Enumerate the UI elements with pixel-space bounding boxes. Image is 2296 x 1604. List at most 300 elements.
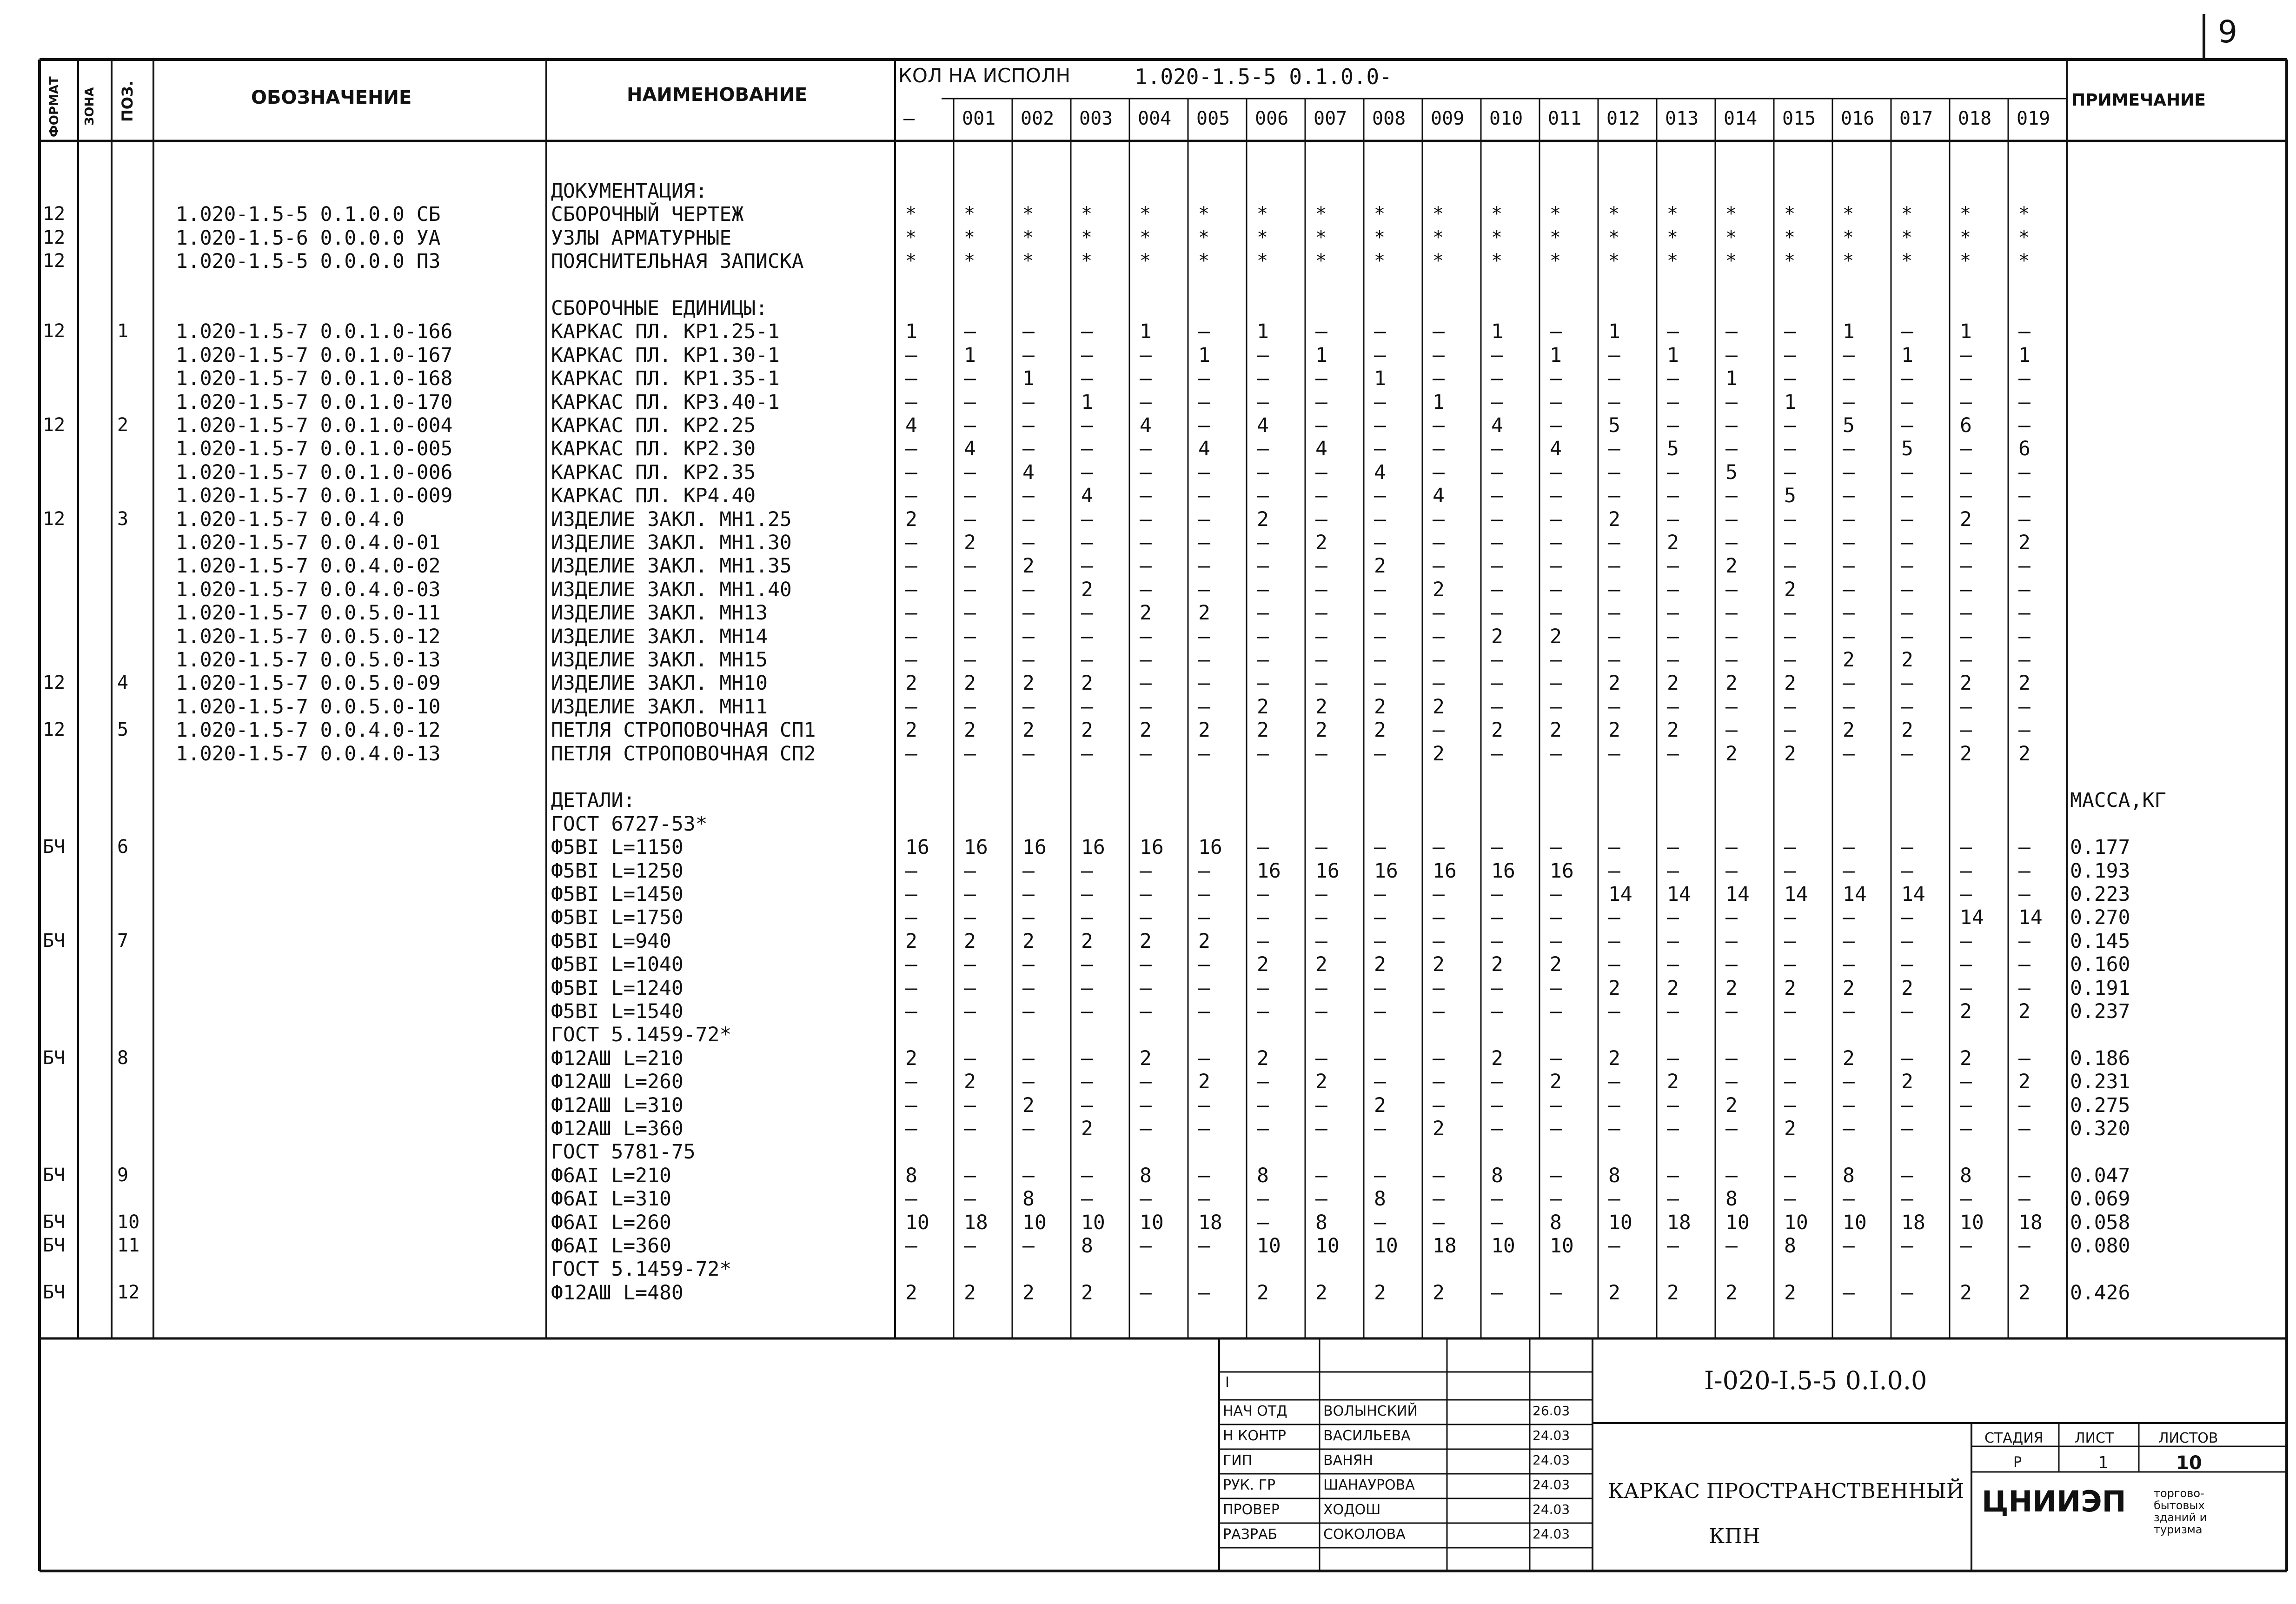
quantity-cell: – xyxy=(1784,343,1796,367)
quantity-cell: 2 xyxy=(1901,1070,1913,1094)
quantity-cell: – xyxy=(2018,414,2031,437)
quantity-cell: 4 xyxy=(1081,484,1093,508)
quantity-cell: 16 xyxy=(1550,859,1574,883)
quantity-cell: 16 xyxy=(1140,836,1164,859)
quantity-cell: – xyxy=(1022,578,1035,601)
quantity-cell: – xyxy=(1257,531,1269,554)
row-designation: 1.020-1.5-7 0.0.4.0 xyxy=(176,507,405,531)
quantity-cell: * xyxy=(1901,250,1913,272)
quantity-cell: – xyxy=(1843,554,1855,578)
quantity-cell: – xyxy=(1491,1070,1503,1094)
quantity-cell: – xyxy=(1140,1117,1152,1140)
quantity-cell: – xyxy=(1960,695,1972,719)
quantity-cell: – xyxy=(1725,414,1738,437)
staff-name: ВАНЯН xyxy=(1323,1452,1374,1469)
quantity-cell: – xyxy=(1608,531,1620,554)
quantity-cell: – xyxy=(905,906,917,930)
quantity-cell: 1 xyxy=(1608,320,1620,344)
quantity-cell: * xyxy=(1140,250,1151,272)
quantity-cell: – xyxy=(964,625,976,648)
quantity-cell: – xyxy=(1725,719,1738,742)
quantity-cell: – xyxy=(1491,976,1503,1000)
quantity-cell: – xyxy=(1608,836,1620,859)
quantity-cell: 4 xyxy=(1140,414,1152,437)
quantity-cell: 2 xyxy=(1491,719,1503,742)
staff-role: НАЧ ОТД xyxy=(1223,1403,1287,1419)
quantity-cell: – xyxy=(1960,976,1972,1000)
quantity-cell: – xyxy=(1022,343,1035,367)
quantity-cell: – xyxy=(1315,648,1327,672)
quantity-cell: – xyxy=(1901,1117,1913,1140)
quantity-cell: – xyxy=(1608,437,1620,461)
quantity-cell: – xyxy=(1374,1000,1386,1023)
quantity-cell: – xyxy=(1667,836,1679,859)
quantity-cell: 5 xyxy=(1667,437,1679,461)
quantity-cell: 1 xyxy=(1315,343,1327,367)
quantity-cell: – xyxy=(1081,625,1093,648)
quantity-cell: – xyxy=(1550,1164,1562,1187)
row-name: КАРКАС ПЛ. КР3.40-1 xyxy=(551,390,780,414)
quantity-cell: – xyxy=(1725,1234,1738,1258)
quantity-cell: – xyxy=(1960,648,1972,672)
quantity-cell: – xyxy=(1433,320,1445,344)
row-name: Ф6АI L=210 xyxy=(551,1164,671,1187)
row-name: Ф5ВI L=1150 xyxy=(551,836,683,859)
quantity-cell: – xyxy=(1257,1211,1269,1234)
quantity-cell: – xyxy=(1550,1187,1562,1211)
quantity-cell: – xyxy=(1198,1281,1210,1304)
quantity-cell: – xyxy=(1491,367,1503,391)
row-name: КАРКАС ПЛ. КР1.35-1 xyxy=(551,367,780,391)
row-name: ИЗДЕЛИЕ ЗАКЛ. МН14 xyxy=(551,625,768,648)
quantity-cell: 2 xyxy=(1550,625,1562,648)
quantity-cell: – xyxy=(1608,1234,1620,1258)
quantity-cell: 10 xyxy=(1491,1234,1515,1258)
row-note: 0.191 xyxy=(2070,976,2130,1000)
quantity-cell: 2 xyxy=(1667,1281,1679,1304)
row-note: 0.223 xyxy=(2070,883,2130,906)
row-designation: 1.020-1.5-7 0.0.4.0-01 xyxy=(176,531,441,554)
quantity-cell: 10 xyxy=(1550,1234,1574,1258)
quantity-cell: – xyxy=(1667,929,1679,953)
quantity-cell: * xyxy=(1081,250,1093,272)
quantity-cell: 2 xyxy=(1140,929,1152,953)
quantity-cell: 1 xyxy=(1022,367,1035,391)
quantity-cell: – xyxy=(1550,578,1562,601)
row-name: КАРКАС ПЛ. КР4.40 xyxy=(551,484,756,508)
quantity-cell: – xyxy=(1901,625,1913,648)
quantity-cell: – xyxy=(1901,601,1913,625)
quantity-cell: – xyxy=(1784,1070,1796,1094)
variant-code: 003 xyxy=(1079,108,1113,129)
header-qty-base: 1.020-1.5-5 0.1.0.0- xyxy=(1135,64,1392,89)
quantity-cell: – xyxy=(1901,1093,1913,1117)
quantity-cell: 2 xyxy=(1081,672,1093,695)
quantity-cell: 8 xyxy=(1491,1164,1503,1187)
quantity-cell: – xyxy=(1022,1164,1035,1187)
quantity-cell: – xyxy=(1433,1093,1445,1117)
quantity-cell: – xyxy=(1784,625,1796,648)
quantity-cell: – xyxy=(905,648,917,672)
quantity-cell: * xyxy=(1022,226,1034,248)
quantity-cell: 2 xyxy=(2018,531,2031,554)
quantity-cell: – xyxy=(1901,1046,1913,1070)
quantity-cell: – xyxy=(1433,367,1445,391)
quantity-cell: – xyxy=(1550,883,1562,906)
quantity-cell: – xyxy=(1550,929,1562,953)
row-name: Ф6АI L=260 xyxy=(551,1211,671,1234)
quantity-cell: – xyxy=(1784,953,1796,977)
quantity-cell: – xyxy=(1198,414,1210,437)
quantity-cell: – xyxy=(1608,625,1620,648)
sheets-label: ЛИСТОВ xyxy=(2158,1430,2218,1446)
quantity-cell: – xyxy=(1140,953,1152,977)
quantity-cell: – xyxy=(2018,1234,2031,1258)
quantity-cell: 5 xyxy=(1725,460,1738,484)
quantity-cell: – xyxy=(1960,531,1972,554)
quantity-cell: 2 xyxy=(1374,695,1386,719)
quantity-cell: – xyxy=(1315,836,1327,859)
quantity-cell: – xyxy=(905,1117,917,1140)
quantity-cell: – xyxy=(1784,1187,1796,1211)
quantity-cell: – xyxy=(1667,742,1679,765)
quantity-cell: – xyxy=(1725,929,1738,953)
quantity-cell: 2 xyxy=(1257,1281,1269,1304)
quantity-cell: 2 xyxy=(1140,601,1152,625)
quantity-cell: 2 xyxy=(1433,695,1445,719)
quantity-cell: – xyxy=(1784,859,1796,883)
quantity-cell: – xyxy=(1901,672,1913,695)
quantity-cell: – xyxy=(2018,1117,2031,1140)
quantity-cell: 10 xyxy=(905,1211,929,1234)
quantity-cell: – xyxy=(1901,1187,1913,1211)
quantity-cell: 2 xyxy=(1725,672,1738,695)
quantity-cell: 2 xyxy=(1608,507,1620,531)
row-note: 0.426 xyxy=(2070,1281,2130,1304)
quantity-cell: – xyxy=(964,578,976,601)
quantity-cell: – xyxy=(1784,1000,1796,1023)
quantity-cell: – xyxy=(1140,507,1152,531)
staff-date: 24.03 xyxy=(1533,1477,1570,1492)
quantity-cell: * xyxy=(1374,226,1386,248)
quantity-cell: – xyxy=(1550,601,1562,625)
row-designation: 1.020-1.5-7 0.0.1.0-004 xyxy=(176,414,453,437)
quantity-cell: 10 xyxy=(1257,1234,1281,1258)
quantity-cell: – xyxy=(1374,507,1386,531)
row-name: ПОЯСНИТЕЛЬНАЯ ЗАПИСКА xyxy=(551,250,804,273)
quantity-cell: * xyxy=(1198,226,1210,248)
staff-name: ВОЛЫНСКИЙ xyxy=(1323,1403,1418,1419)
row-format: БЧ xyxy=(43,1281,66,1303)
quantity-cell: – xyxy=(1198,672,1210,695)
quantity-cell: – xyxy=(905,437,917,461)
quantity-cell: – xyxy=(1901,836,1913,859)
quantity-cell: – xyxy=(905,1187,917,1211)
row-name: ГОСТ 6727-53* xyxy=(551,812,708,836)
quantity-cell: 2 xyxy=(1960,1046,1972,1070)
quantity-cell: – xyxy=(1491,1117,1503,1140)
quantity-cell: – xyxy=(1433,531,1445,554)
quantity-cell: 2 xyxy=(1667,531,1679,554)
quantity-cell: – xyxy=(1608,1187,1620,1211)
quantity-cell: – xyxy=(1081,437,1093,461)
quantity-cell: 16 xyxy=(1374,859,1398,883)
quantity-cell: – xyxy=(1725,1117,1738,1140)
quantity-cell: – xyxy=(1491,836,1503,859)
quantity-cell: – xyxy=(1198,320,1210,344)
quantity-cell: – xyxy=(1198,976,1210,1000)
quantity-cell: * xyxy=(964,226,975,248)
quantity-cell: – xyxy=(1315,1117,1327,1140)
quantity-cell: * xyxy=(1022,203,1034,225)
quantity-cell: – xyxy=(1140,976,1152,1000)
quantity-cell: 14 xyxy=(1901,883,1925,906)
quantity-cell: – xyxy=(1315,1093,1327,1117)
quantity-cell: – xyxy=(1667,648,1679,672)
quantity-cell: – xyxy=(1725,484,1738,508)
quantity-cell: – xyxy=(1784,695,1796,719)
quantity-cell: – xyxy=(1257,625,1269,648)
quantity-cell: – xyxy=(1198,1000,1210,1023)
quantity-cell: 2 xyxy=(1608,672,1620,695)
quantity-cell: – xyxy=(1081,507,1093,531)
row-position: 1 xyxy=(117,320,129,342)
quantity-cell: 5 xyxy=(1784,484,1796,508)
quantity-cell: – xyxy=(1901,859,1913,883)
quantity-cell: 2 xyxy=(964,1070,976,1094)
quantity-cell: – xyxy=(1081,1046,1093,1070)
row-name: ГОСТ 5781-75 xyxy=(551,1140,696,1164)
quantity-cell: 2 xyxy=(1843,976,1855,1000)
quantity-cell: – xyxy=(1198,883,1210,906)
quantity-cell: 2 xyxy=(1433,742,1445,765)
quantity-cell: – xyxy=(1081,1070,1093,1094)
quantity-cell: 16 xyxy=(1198,836,1222,859)
quantity-cell: 2 xyxy=(1257,1046,1269,1070)
quantity-cell: 16 xyxy=(1022,836,1047,859)
quantity-cell: – xyxy=(964,484,976,508)
quantity-cell: – xyxy=(1140,531,1152,554)
quantity-cell: – xyxy=(1140,578,1152,601)
quantity-cell: – xyxy=(1901,1234,1913,1258)
quantity-cell: – xyxy=(1081,859,1093,883)
quantity-cell: – xyxy=(964,883,976,906)
header-format: ФОРМАТ xyxy=(47,76,61,137)
quantity-cell: – xyxy=(1608,648,1620,672)
row-name: Ф6АI L=360 xyxy=(551,1234,671,1258)
quantity-cell: * xyxy=(1725,250,1737,272)
quantity-cell: – xyxy=(2018,1093,2031,1117)
quantity-cell: – xyxy=(1960,836,1972,859)
quantity-cell: – xyxy=(1784,1164,1796,1187)
quantity-cell: – xyxy=(1198,648,1210,672)
quantity-cell: – xyxy=(1198,1164,1210,1187)
quantity-cell: – xyxy=(1315,507,1327,531)
quantity-cell: – xyxy=(1491,507,1503,531)
quantity-cell: * xyxy=(1374,203,1386,225)
quantity-cell: 18 xyxy=(2018,1211,2043,1234)
quantity-cell: 10 xyxy=(1843,1211,1867,1234)
quantity-cell: – xyxy=(1257,929,1269,953)
quantity-cell: – xyxy=(1491,742,1503,765)
quantity-cell: 2 xyxy=(1315,1281,1327,1304)
quantity-cell: 2 xyxy=(1960,1281,1972,1304)
quantity-cell: 2 xyxy=(905,1046,917,1070)
quantity-cell: 8 xyxy=(1081,1234,1093,1258)
row-name: Ф5ВI L=1040 xyxy=(551,953,683,977)
quantity-cell: – xyxy=(1608,953,1620,977)
quantity-cell: – xyxy=(1198,367,1210,391)
quantity-cell: 2 xyxy=(964,1281,976,1304)
quantity-cell: 2 xyxy=(964,531,976,554)
quantity-cell: – xyxy=(1960,1070,1972,1094)
quantity-cell: – xyxy=(1667,1046,1679,1070)
row-name: Ф5ВI L=940 xyxy=(551,929,671,953)
quantity-cell: – xyxy=(1843,531,1855,554)
quantity-cell: – xyxy=(1022,742,1035,765)
quantity-cell: – xyxy=(2018,601,2031,625)
quantity-cell: – xyxy=(1667,390,1679,414)
quantity-cell: – xyxy=(1374,578,1386,601)
quantity-cell: 2 xyxy=(1491,953,1503,977)
quantity-cell: 8 xyxy=(1550,1211,1562,1234)
quantity-cell: * xyxy=(1491,203,1503,225)
row-designation: 1.020-1.5-7 0.0.5.0-13 xyxy=(176,648,441,672)
quantity-cell: – xyxy=(964,953,976,977)
document-subtitle: КПН xyxy=(1709,1524,1760,1548)
quantity-cell: – xyxy=(1784,1046,1796,1070)
quantity-cell: – xyxy=(1960,367,1972,391)
quantity-cell: * xyxy=(1725,203,1737,225)
quantity-cell: 2 xyxy=(1374,1281,1386,1304)
quantity-cell: – xyxy=(1140,554,1152,578)
quantity-cell: – xyxy=(2018,367,2031,391)
quantity-cell: 2 xyxy=(1433,1281,1445,1304)
row-designation: 1.020-1.5-6 0.0.0.0 УА xyxy=(176,226,441,250)
quantity-cell: – xyxy=(905,1093,917,1117)
quantity-cell: 2 xyxy=(1198,719,1210,742)
quantity-cell: – xyxy=(1140,484,1152,508)
quantity-cell: – xyxy=(1022,648,1035,672)
staff-role: Н КОНТР xyxy=(1223,1428,1286,1444)
quantity-cell: * xyxy=(1667,203,1679,225)
quantity-cell: 2 xyxy=(1667,719,1679,742)
quantity-cell: 2 xyxy=(1374,953,1386,977)
quantity-cell: – xyxy=(1784,437,1796,461)
quantity-cell: * xyxy=(2018,203,2030,225)
quantity-cell: – xyxy=(1315,484,1327,508)
quantity-cell: – xyxy=(1784,1093,1796,1117)
quantity-cell: * xyxy=(1608,250,1620,272)
quantity-cell: – xyxy=(2018,484,2031,508)
quantity-cell: – xyxy=(964,648,976,672)
quantity-cell: – xyxy=(1374,906,1386,930)
quantity-cell: – xyxy=(1022,953,1035,977)
quantity-cell: – xyxy=(1608,460,1620,484)
quantity-cell: – xyxy=(1608,929,1620,953)
quantity-cell: 2 xyxy=(1374,719,1386,742)
quantity-cell: – xyxy=(1374,1117,1386,1140)
quantity-cell: – xyxy=(1022,484,1035,508)
row-format: 12 xyxy=(43,226,66,248)
quantity-cell: – xyxy=(1725,906,1738,930)
quantity-cell: – xyxy=(1843,929,1855,953)
quantity-cell: 2 xyxy=(1081,929,1093,953)
quantity-cell: – xyxy=(1140,625,1152,648)
quantity-cell: – xyxy=(1315,601,1327,625)
variant-code: 019 xyxy=(2017,108,2050,129)
quantity-cell: – xyxy=(1608,1093,1620,1117)
row-designation: 1.020-1.5-5 0.0.0.0 ПЗ xyxy=(176,250,441,273)
quantity-cell: – xyxy=(1433,437,1445,461)
quantity-cell: – xyxy=(1491,554,1503,578)
quantity-cell: – xyxy=(1725,320,1738,344)
quantity-cell: – xyxy=(1140,1187,1152,1211)
row-name: Ф5ВI L=1250 xyxy=(551,859,683,883)
quantity-cell: 16 xyxy=(1433,859,1457,883)
quantity-cell: – xyxy=(1491,1187,1503,1211)
quantity-cell: * xyxy=(1491,250,1503,272)
quantity-cell: – xyxy=(1433,625,1445,648)
quantity-cell: – xyxy=(964,1234,976,1258)
quantity-cell: – xyxy=(1843,836,1855,859)
quantity-cell: – xyxy=(1081,1164,1093,1187)
quantity-cell: – xyxy=(1433,1070,1445,1094)
variant-code: 007 xyxy=(1314,108,1347,129)
quantity-cell: – xyxy=(1257,1093,1269,1117)
quantity-cell: – xyxy=(1843,484,1855,508)
quantity-cell: 2 xyxy=(1901,976,1913,1000)
quantity-cell: – xyxy=(1198,1187,1210,1211)
quantity-cell: 2 xyxy=(2018,1070,2031,1094)
staff-date: 24.03 xyxy=(1533,1526,1570,1542)
quantity-cell: 2 xyxy=(1960,507,1972,531)
variant-code: 006 xyxy=(1255,108,1289,129)
quantity-cell: – xyxy=(1608,1117,1620,1140)
document-title: КАРКАС ПРОСТРАНСТВЕННЫЙ xyxy=(1608,1479,1964,1503)
row-note: 0.145 xyxy=(2070,929,2130,953)
quantity-cell: – xyxy=(1140,343,1152,367)
quantity-cell: – xyxy=(1315,742,1327,765)
quantity-cell: – xyxy=(1550,1117,1562,1140)
quantity-cell: – xyxy=(1198,1117,1210,1140)
quantity-cell: – xyxy=(1843,507,1855,531)
quantity-cell: – xyxy=(1022,976,1035,1000)
quantity-cell: – xyxy=(1843,1093,1855,1117)
quantity-cell: 2 xyxy=(1608,1046,1620,1070)
quantity-cell: 1 xyxy=(1257,320,1269,344)
quantity-cell: 5 xyxy=(1843,414,1855,437)
quantity-cell: * xyxy=(1140,226,1151,248)
quantity-cell: – xyxy=(1667,906,1679,930)
quantity-cell: – xyxy=(1784,906,1796,930)
header-zone: ЗОНА xyxy=(83,87,97,126)
quantity-cell: 14 xyxy=(2018,906,2043,930)
quantity-cell: – xyxy=(1315,320,1327,344)
page-number: 9 xyxy=(2218,14,2237,50)
quantity-cell: – xyxy=(1491,601,1503,625)
quantity-cell: * xyxy=(1198,203,1210,225)
quantity-cell: – xyxy=(1843,1281,1855,1304)
quantity-cell: – xyxy=(1081,601,1093,625)
quantity-cell: – xyxy=(1081,531,1093,554)
row-name: ИЗДЕЛИЕ ЗАКЛ. МН1.40 xyxy=(551,578,792,601)
quantity-cell: – xyxy=(964,507,976,531)
row-name: СБОРОЧНЫЙ ЧЕРТЕЖ xyxy=(551,203,744,226)
quantity-cell: 1 xyxy=(1725,367,1738,391)
quantity-cell: – xyxy=(1901,906,1913,930)
quantity-cell: – xyxy=(1433,1046,1445,1070)
